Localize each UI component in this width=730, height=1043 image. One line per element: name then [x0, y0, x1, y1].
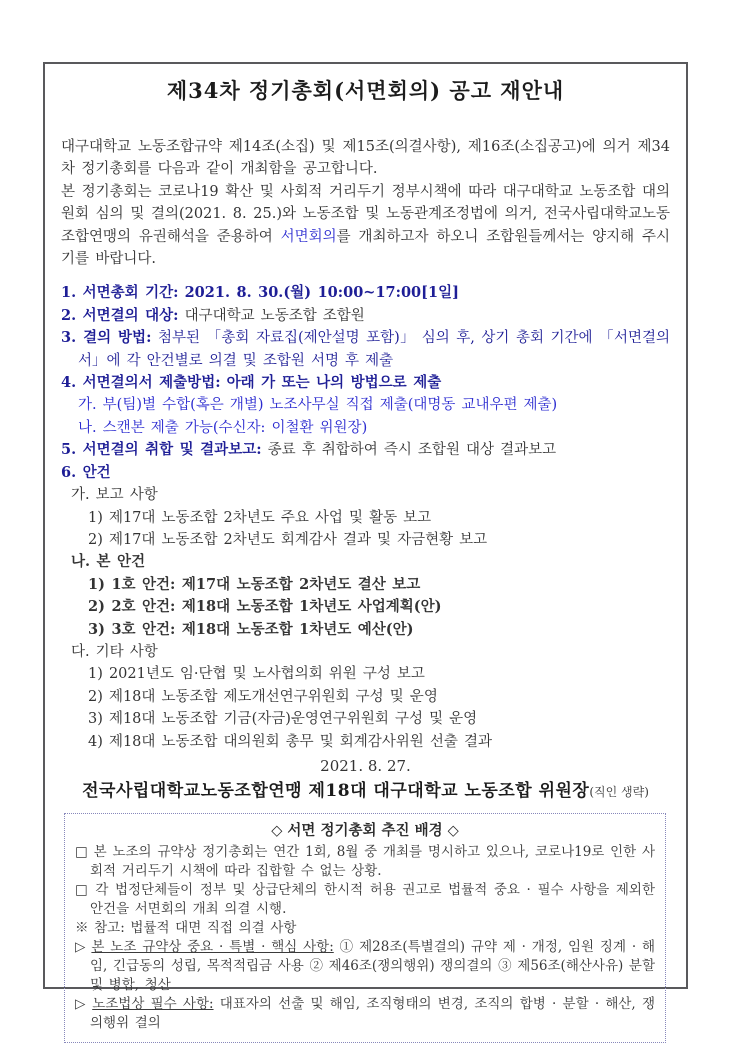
- item-4-sub-b: 나. 스캔본 제출 가능(수신자: 이철환 위원장): [78, 419, 368, 436]
- agenda-section-a-title: 가. 보고 사항: [71, 487, 158, 504]
- agenda-section-b-title: 나. 본 안건: [71, 553, 146, 571]
- background-info-box: [64, 813, 666, 1043]
- list-item-4: [61, 372, 670, 394]
- list-item-3: [61, 327, 670, 372]
- agenda-section-c-title: 다. 기타 사항: [71, 643, 158, 660]
- item-2-label: 2. 서면결의 대상:: [61, 306, 179, 324]
- notice-item-list: [61, 282, 670, 753]
- agenda-c-item-4: 4) 제18대 노동조합 대의원회 총무 및 회계감사위원 선출 결과: [88, 733, 492, 750]
- notice-date: 2021. 8. 27.: [320, 756, 411, 775]
- detail-2-heading: 노조법상 필수 사항:: [92, 995, 214, 1012]
- background-item-2: □ 각 법정단체들이 정부 및 상급단체의 한시적 허용 권고로 법률적 중요 · 필수 사항을 제외한 안건을 서면회의 개최 의결 시행.: [75, 881, 655, 917]
- item-5-value: 종료 후 취합하여 즉시 조합원 대상 결과보고: [267, 442, 557, 459]
- background-detail-2: [75, 995, 655, 1033]
- background-note: ※ 참고: 법률적 대면 직접 의결 사항: [75, 919, 297, 936]
- detail-2-marker: ▷: [75, 995, 93, 1012]
- detail-1-body: ① 제28조(특별결의) 규약 제 · 개정, 임원 징계 · 해임, 긴급동의 성립, 목적적립금 사용 ② 제46조(쟁의행위) 쟁의결의 ③ 제56조(해산사유) 분할 및 병합, 청산: [90, 938, 655, 993]
- written-meeting-highlight: 서면회의: [280, 228, 337, 245]
- agenda-c-item-3: 3) 제18대 노동조합 기금(자금)운영연구위원회 구성 및 운영: [88, 711, 478, 728]
- document-page: [43, 62, 688, 1031]
- intro-paragraph-2-before: 본 정기총회는 코로나19 확산 및 사회적 거리두기 정부시책에 따라 대구대학교 노동조합 대의원회 심의 및 결의(2021. 8. 25.)와 노동조합 및 노동관계조정법에 의거, 전국사립대학교노동조합연맹의 유권해석을 준용하여: [61, 183, 670, 245]
- list-item-5: [61, 439, 670, 461]
- item-2-value: 대구대학교 노동조합 조합원: [184, 307, 365, 324]
- detail-1-marker: ▷: [75, 938, 92, 955]
- agenda-b-item-3: 3) 3호 안건: 제18대 노동조합 1차년도 예산(안): [88, 620, 414, 638]
- agenda-a-item-2: 2) 제17대 노동조합 2차년도 회계감사 결과 및 자금현황 보고: [88, 531, 488, 548]
- signature-seal-note: (직인 생략): [589, 784, 649, 799]
- signature-line: [61, 778, 670, 805]
- list-item-1: [61, 282, 670, 304]
- item-3-label: 3. 결의 방법:: [61, 329, 152, 347]
- intro-paragraph-2-after: 를 개최하고자 하오니 조합원들께서는 양지해 주시기를 바랍니다.: [61, 228, 670, 268]
- detail-2-body: 대표자의 선출 및 해임, 조직형태의 변경, 조직의 합병 · 분할 · 해산, 쟁의행위 결의: [90, 995, 655, 1031]
- item-3-value: 첨부된 「총회 자료집(제안설명 포함)」 심의 후, 상기 총회 기간에 「서면결의서」에 각 안건별로 의결 및 조합원 서명 후 제출: [78, 330, 670, 369]
- item-4-label: 4. 서면결의서 제출방법:: [61, 374, 221, 392]
- item-6-label: 6. 안건: [61, 463, 111, 481]
- background-item-1: □ 본 노조의 규약상 정기총회는 연간 1회, 8월 중 개최를 명시하고 있으나, 코로나19로 인한 사회적 거리두기 시책에 따라 집합할 수 없는 상황.: [75, 843, 655, 879]
- signature-title: 전국사립대학교노동조합연맹 제18대 대구대학교 노동조합 위원장: [82, 780, 590, 801]
- detail-1-heading: 본 노조 규약상 중요 · 특별 · 핵심 사항:: [91, 938, 334, 955]
- agenda-a-item-1: 1) 제17대 노동조합 2차년도 주요 사업 및 활동 보고: [88, 509, 432, 526]
- background-box-title: ◇ 서면 정기총회 추진 배경 ◇: [271, 821, 459, 839]
- document-title: 제34차 정기총회(서면회의) 공고 재안내: [166, 78, 565, 103]
- agenda-b-item-2: 2) 2호 안건: 제18대 노동조합 1차년도 사업계획(안): [88, 598, 442, 616]
- background-detail-1: [75, 938, 655, 995]
- list-item-2: [61, 305, 670, 327]
- item-4-value: 아래 가 또는 나의 방법으로 제출: [226, 374, 442, 392]
- intro-paragraph-2: [61, 181, 670, 271]
- agenda-c-item-2: 2) 제18대 노동조합 제도개선연구위원회 구성 및 운영: [88, 688, 438, 705]
- intro-paragraph-1: 대구대학교 노동조합규약 제14조(소집) 및 제15조(의결사항), 제16조(소집공고)에 의거 제34차 정기총회를 다음과 같이 개최함을 공고합니다.: [61, 139, 670, 178]
- item-1-label: 1. 서면총회 기간:: [61, 284, 179, 302]
- item-4-sub-a: 가. 부(팀)별 수합(혹은 개별) 노조사무실 직접 제출(대명동 교내우편 제출): [78, 397, 558, 414]
- item-5-label: 5. 서면결의 취합 및 결과보고:: [61, 441, 262, 459]
- item-1-value: 2021. 8. 30.(월) 10:00~17:00[1일]: [184, 284, 459, 302]
- list-item-6: [61, 462, 670, 484]
- agenda-c-item-1: 1) 2021년도 임·단협 및 노사협의회 위원 구성 보고: [88, 666, 425, 683]
- agenda-b-item-1: 1) 1호 안건: 제17대 노동조합 2차년도 결산 보고: [88, 575, 421, 593]
